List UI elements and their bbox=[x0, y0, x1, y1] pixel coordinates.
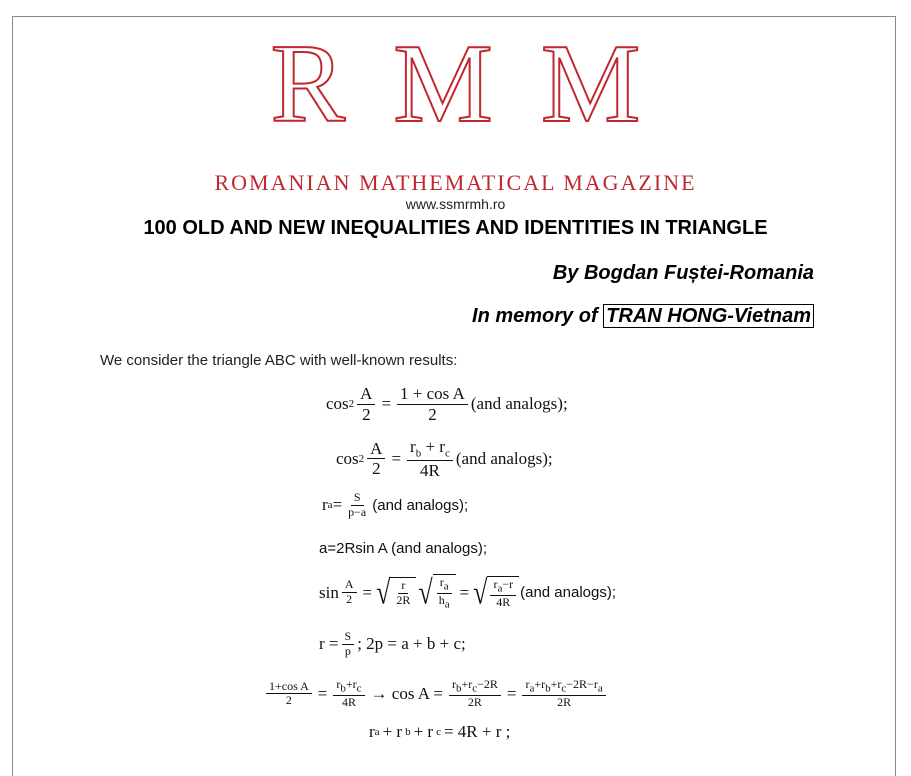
logo-letter: M bbox=[393, 22, 493, 146]
formula-exradius: r a = $\frac{S}{p-a}$ (and analogs); bbox=[322, 490, 469, 519]
intro-text: We consider the triangle ABC with well-known results: bbox=[100, 352, 458, 369]
logo-letter: M bbox=[540, 22, 641, 146]
dedication bbox=[472, 305, 814, 328]
formula-cos-squared-half: cos 2 $\frac{A}{2}$ = $\frac{\text{1 + cos A}}{2}$ (and analogs); bbox=[326, 384, 568, 424]
dedication-prefix: In memory of bbox=[472, 305, 598, 327]
website-link[interactable]: www.ssmrmh.ro bbox=[405, 196, 506, 212]
logo-letter: R bbox=[270, 22, 346, 146]
dedication-name: TRAN HONG-Vietnam bbox=[603, 304, 814, 328]
article-title: 100 OLD AND NEW INEQUALITIES AND IDENTITIES IN TRIANGLE bbox=[143, 217, 768, 239]
formula-cos-derivation: $\frac{\text{1+cos A}}{2}$ = $\frac{rb+rc}{4R}$ → cos A = $\frac{rb+rc-2R}{2R}$ = $\frac{ra+rb+rc-2R-ra}{2R}$ bbox=[263, 678, 609, 710]
magazine-name: ROMANIAN MATHEMATICAL MAGAZINE bbox=[214, 170, 697, 195]
formula-exradii-sum: r a + r b + r c = 4R + r ; bbox=[369, 722, 511, 741]
rmm-logo bbox=[0, 22, 911, 146]
formula-sin-half: sin $\frac{A}{2}$ = √ $\frac{r}{2R}$ √ $\frac{ra}{ha}$ = √ $\frac{ra-r}{4R}$ (and analogs); bbox=[319, 573, 617, 611]
article-author: By Bogdan Fuștei-Romania bbox=[552, 262, 814, 284]
formula-law-of-sines: a=2Rsin A (and analogs); bbox=[319, 540, 488, 557]
formula-cos-squared-exradii: cos 2 $\frac{A}{2}$ = $\frac{r_b + r_c}{4R}$ (and analogs); bbox=[336, 437, 553, 481]
formula-inradius: r = $\frac{S}{p}$ ; 2p = a + b + c; bbox=[319, 629, 466, 658]
